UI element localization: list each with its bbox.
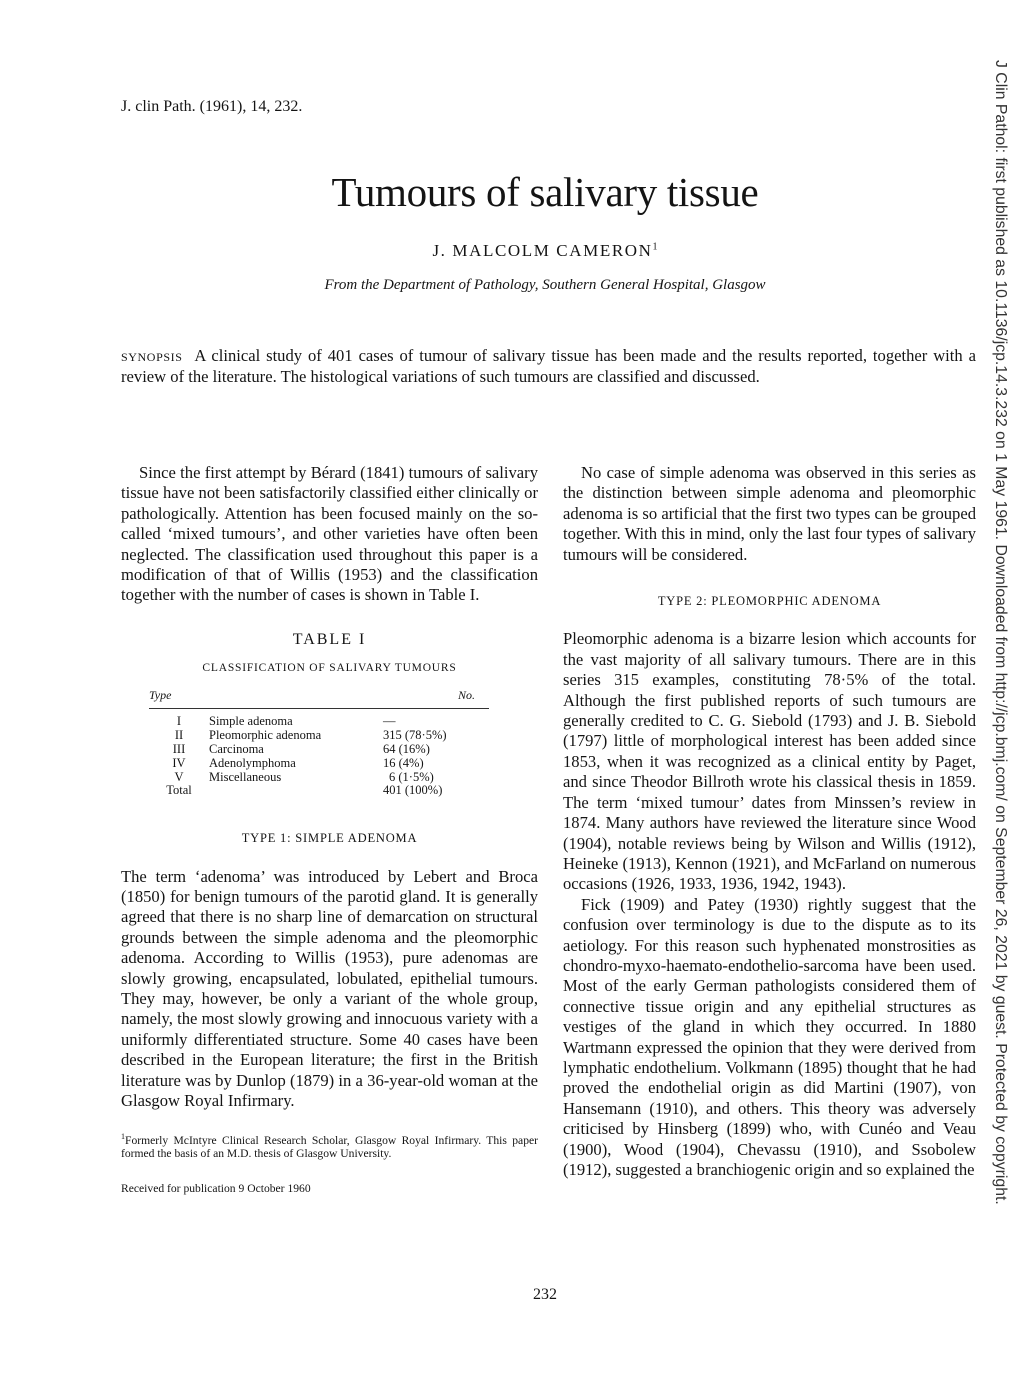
synopsis-label: SYNOPSIS [121,350,183,364]
footnote-mark: 1 [121,1131,125,1141]
journal-citation: J. clin Path. (1961), 14, 232. [121,98,303,115]
row-no: 64 (16%) [383,742,430,757]
col-header-type: Type [149,687,172,702]
row-type: I [176,714,182,729]
row-no: 16 (4%) [383,755,424,770]
row-no: 6 (1·5%) [389,769,434,784]
row-no: 401 (100%) [383,783,443,798]
row-name: Carcinoma [209,742,264,757]
right-paragraph-3: Fick (1909) and Patey (1930) rightly suggest that the confusion over terminology is due to the dispute as to its aetiology. For this reason such hyphenated monstrosities as chondro-myxo-haemato-endothelio-sarcoma have been used. Most of the early German pathologists considered them of connective tissue origin and any epithelial structures as vestiges of the gland in which they occurred. In 1880 Wartmann expressed the opinion that they were derived from lymphatic endothelium. Volkmann (1895) thought that he had proved the endothelial origin as did Martini (1907), von Hansemann (1910), and others. This theory was adversely criticised by Hinsberg (1899) who, with Cunéo and Veau (1900), Wood (1904), Chevassu (1910), and Ssobolew (1912), suggested a branchiogenic origin and so explained the [563,894,976,1179]
row-type: V [174,769,184,784]
page-number: 232 [533,1286,557,1303]
row-name: Pleomorphic adenoma [209,728,322,743]
footnote-text: Formerly McIntyre Clinical Research Scholar, Glasgow Royal Infirmary. This paper formed the basis of an M.D. thesis of Glasgow University. [121,1133,538,1161]
author-line [0,241,1020,261]
table-row-total [149,784,489,798]
col-header-spacer [209,683,379,709]
affiliation: From the Department of Pathology, Southern General Hospital, Glasgow [324,277,766,293]
row-name [209,784,379,798]
row-name: Miscellaneous [209,769,282,784]
col-header-no: No. [457,687,475,702]
right-paragraph-1: No case of simple adenoma was observed in this series as the distinction between simple adenoma and pleomorphic adenoma is so artificial that the first two types can be grouped together. With this in mind, only the last four types of salivary tumours will be considered. [563,463,976,564]
table-title: TABLE I [292,630,367,648]
table-row [149,729,489,743]
table-row [149,743,489,757]
intro-paragraph: Since the first attempt by Bérard (1841) tumours of salivary tissue have not been satisfactorily classified either clinically or pathologically. Attention has been focused mainly on the so-called ‘mixed tumours’, and other varieties have often been neglected. The classification used throughout this paper is a modification of that of Willis (1953) and the classification together with the number of cases is shown in Table I. [121,463,538,605]
author-name: J. MALCOLM CAMERON [432,241,653,260]
table-row [149,757,489,771]
right-column [563,463,976,1180]
copyright-sidebar: J Clin Pathol: first published as 10.1136/jcp.14.3.232 on 1 May 1961. Downloaded from http://jcp.bmj.com/ on September 26, 2021 by guest. Protected by copyright. [992,60,1009,1205]
table-caption: CLASSIFICATION OF SALIVARY TUMOURS [202,662,457,675]
section-heading-type2: TYPE 2: PLEOMORPHIC ADENOMA [657,594,882,609]
classification-table [149,683,489,799]
table-row [149,715,489,729]
synopsis-text: A clinical study of 401 cases of tumour of salivary tissue has been made and the results reported, together with a review of the literature. The histological variations of such tumours are classified and discussed. [121,346,976,386]
section-heading-type1: TYPE 1: SIMPLE ADENOMA [241,831,418,846]
received-date: Received for publication 9 October 1960 [121,1182,311,1196]
type1-paragraph: The term ‘adenoma’ was introduced by Lebert and Broca (1850) for benign tumours of the parotid gland. It is generally agreed that there is no sharp line of demarcation on structural grounds between the simple adenoma and the pleomorphic adenoma. According to Willis (1953), pure adenomas are slowly growing, encapsulated, lobulated, epithelial tumours. They may, however, be only a variant of the whole group, namely, the most slowly growing and innocuous variety with a uniformly differentiated structure. Some 40 cases have been described in the European literature; the first in the British literature was by Dunlop (1879) in a 36-year-old woman at the Glasgow Royal Infirmary. [121,866,538,1111]
row-type: II [174,728,184,743]
right-paragraph-2: Pleomorphic adenoma is a bizarre lesion which accounts for the vast majority of all salivary tumours. There are in this series 315 examples, constituting 78·5% of the total. Although the first published reports of such tumours are generally credited to C. G. Siebold (1793) and J. B. Siebold (1797) little of morphological interest has been added since 1853, when it was recognized as a clinical entity by Paget, and since Theodor Billroth wrote his classical thesis in 1859. The term ‘mixed tumour’ dates from Minssen’s review in 1874. Many authors have reviewed the literature since Wood (1904), notable reviews being by Wilson and Willis (1912), Heineke (1913), Kennon (1921), and McFarland on numerous occasions (1926, 1933, 1936, 1942, 1943). [563,629,976,894]
row-no: — [383,714,396,729]
synopsis [121,346,976,387]
row-type: III [172,742,186,757]
table-row [149,771,489,785]
row-type: Total [166,783,192,798]
row-no: 315 (78·5%) [383,728,447,743]
article-title: Tumours of salivary tissue [331,169,759,215]
row-name: Simple adenoma [209,714,293,729]
footnote [121,1130,538,1162]
left-column [121,463,538,1200]
row-type: IV [172,755,186,770]
author-footnote-mark: 1 [652,241,658,253]
row-name: Adenolymphoma [209,755,296,770]
